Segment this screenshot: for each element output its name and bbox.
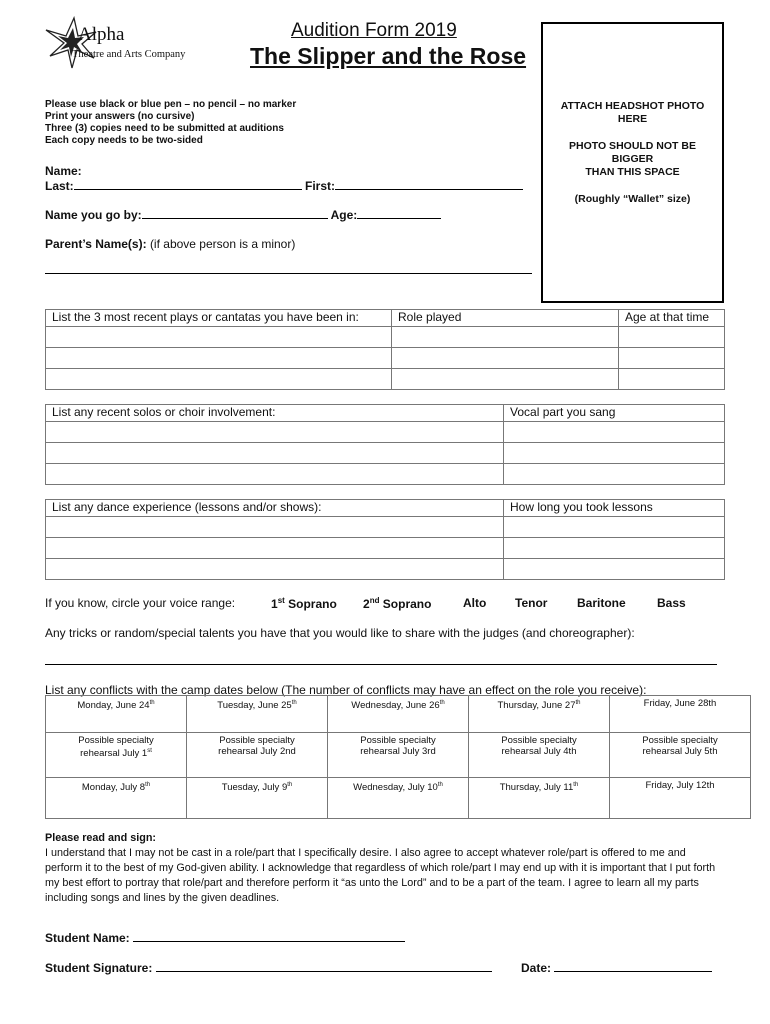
table-cell[interactable] <box>392 369 619 390</box>
table-header-row <box>46 405 725 422</box>
voice-option-sup: nd <box>369 596 380 605</box>
name-row <box>45 178 523 193</box>
alpha-logo-star-icon <box>44 16 244 70</box>
instruction-line: Please use black or blue pen – no pencil – no marker <box>45 99 297 110</box>
parent-row <box>45 237 295 251</box>
voice-option-baritone[interactable]: Baritone <box>577 596 626 610</box>
calendar-sup: st <box>147 748 152 754</box>
talents-prompt: Any tricks or random/special talents you have that you would like to share with the judges (and choreographer): <box>45 626 635 640</box>
calendar-cell[interactable] <box>328 696 469 733</box>
conflicts-prompt: List any conflicts with the camp dates below (The number of conflicts may have an effect on the role you receive): <box>45 683 647 697</box>
table-row <box>46 422 725 443</box>
calendar-day: Friday, July 12th <box>645 780 715 791</box>
parent-name-field[interactable] <box>45 273 532 274</box>
voice-option-alto[interactable]: Alto <box>463 596 487 610</box>
calendar-cell[interactable] <box>610 778 751 819</box>
agreement-heading: Please read and sign: <box>45 832 157 844</box>
table-cell[interactable] <box>504 464 725 485</box>
table-cell[interactable] <box>392 348 619 369</box>
table-cell[interactable] <box>46 443 504 464</box>
calendar-text: Possible specialty <box>642 735 718 746</box>
voice-option-1st-soprano[interactable] <box>271 596 337 611</box>
calendar-text: rehearsal July 5th <box>642 746 718 757</box>
calendar-cell[interactable] <box>46 778 187 819</box>
calendar-day: Wednesday, June 26 <box>351 700 440 712</box>
solos-table <box>45 404 725 485</box>
calendar-day: Tuesday, June 25 <box>217 700 292 712</box>
table-cell[interactable] <box>619 369 725 390</box>
logo-alpha-text <box>78 24 124 46</box>
calendar-text: Possible specialty <box>219 735 295 746</box>
voice-range-prompt: If you know, circle your voice range: <box>45 596 236 610</box>
table-cell[interactable] <box>46 348 392 369</box>
voice-option-bass[interactable]: Bass <box>657 596 686 610</box>
photo-text: THAN THIS SPACE <box>585 166 680 178</box>
table-row <box>46 559 725 580</box>
calendar-cell[interactable] <box>46 696 187 733</box>
first-name-field[interactable] <box>335 178 523 190</box>
calendar-sup: th <box>149 700 155 706</box>
calendar-row <box>46 778 751 819</box>
name-label: Name: <box>45 164 82 178</box>
photo-text: BIGGER <box>611 153 654 165</box>
calendar-cell[interactable] <box>187 696 328 733</box>
table-header-cell: Role played <box>392 310 619 327</box>
table-cell[interactable] <box>46 464 504 485</box>
conflicts-calendar <box>45 695 751 819</box>
calendar-text: rehearsal July 2nd <box>218 746 296 757</box>
table-row <box>46 327 725 348</box>
instruction-line: Print your answers (no cursive) <box>45 111 195 122</box>
table-cell[interactable] <box>504 538 725 559</box>
table-header-cell: List any dance experience (lessons and/or shows): <box>46 500 504 517</box>
table-header-cell: Age at that time <box>619 310 725 327</box>
table-row <box>46 369 725 390</box>
dance-table <box>45 499 725 580</box>
last-label: Last: <box>45 179 74 193</box>
table-row <box>46 443 725 464</box>
calendar-day: Tuesday, July 9 <box>221 782 288 794</box>
photo-text: HERE <box>617 113 648 125</box>
student-signature-row <box>45 960 492 975</box>
date-label: Date: <box>521 961 552 975</box>
logo-subtitle: Theatre and Arts Company <box>72 49 186 60</box>
show-title: The Slipper and the Rose <box>250 43 527 69</box>
calendar-sup: th <box>437 782 443 788</box>
calendar-text: Possible specialty <box>501 735 577 746</box>
table-cell[interactable] <box>46 559 504 580</box>
voice-option-2nd-soprano[interactable] <box>363 596 431 611</box>
student-name-row <box>45 930 405 945</box>
table-cell[interactable] <box>504 559 725 580</box>
table-cell[interactable] <box>504 517 725 538</box>
student-signature-field[interactable] <box>156 960 492 972</box>
calendar-text: Possible specialty <box>360 735 436 746</box>
name-go-by-field[interactable] <box>142 207 328 219</box>
table-header-cell: List any recent solos or choir involvement: <box>46 405 504 422</box>
last-name-field[interactable] <box>74 178 302 190</box>
calendar-cell[interactable] <box>187 733 328 778</box>
table-cell[interactable] <box>392 327 619 348</box>
table-row <box>46 464 725 485</box>
voice-option-sup: st <box>277 596 285 605</box>
calendar-sup: th <box>573 782 579 788</box>
calendar-cell[interactable] <box>46 733 187 778</box>
calendar-sup: th <box>575 700 581 706</box>
calendar-day: Monday, June 24 <box>77 700 150 712</box>
talents-field[interactable] <box>45 664 717 665</box>
student-name-label: Student Name: <box>45 931 130 945</box>
calendar-text: Possible specialty <box>78 735 154 746</box>
name-go-by-label: Name you go by: <box>45 208 142 222</box>
table-header-cell: Vocal part you sang <box>504 405 725 422</box>
table-cell[interactable] <box>46 538 504 559</box>
agreement <box>45 831 725 906</box>
photo-text: ATTACH HEADSHOT PHOTO <box>560 100 705 112</box>
student-signature-label: Student Signature: <box>45 961 153 975</box>
calendar-cell[interactable] <box>469 696 610 733</box>
table-cell[interactable] <box>46 369 392 390</box>
logo-wordmark: Alpha <box>78 24 125 45</box>
calendar-cell[interactable] <box>469 778 610 819</box>
table-header-cell: How long you took lessons <box>504 500 725 517</box>
voice-option-text: Soprano <box>284 597 337 611</box>
age-label: Age: <box>330 208 358 222</box>
calendar-row <box>46 733 751 778</box>
calendar-text: rehearsal July 1 <box>80 748 148 760</box>
date-field[interactable] <box>554 960 712 972</box>
calendar-day: Friday, June 28th <box>643 698 717 709</box>
voice-option-text: 1 <box>271 597 278 611</box>
calendar-day: Wednesday, July 10 <box>353 782 438 794</box>
photo-text: PHOTO SHOULD NOT BE <box>569 140 696 152</box>
table-header-row <box>46 500 725 517</box>
voice-option-text: Soprano <box>379 597 432 611</box>
voice-option-text: 2 <box>363 597 370 611</box>
student-name-field[interactable] <box>133 930 405 942</box>
parent-label: Parent’s Name(s): <box>45 237 147 251</box>
table-cell[interactable] <box>504 443 725 464</box>
table-cell[interactable] <box>46 517 504 538</box>
calendar-day: Thursday, June 27 <box>497 700 576 712</box>
first-label: First: <box>305 179 336 193</box>
calendar-cell[interactable] <box>187 778 328 819</box>
calendar-cell[interactable] <box>610 696 751 733</box>
calendar-text: rehearsal July 3rd <box>360 746 436 757</box>
calendar-day: Monday, July 8 <box>81 782 146 794</box>
instructions <box>45 99 296 147</box>
instruction-line: Three (3) copies need to be submitted at auditions <box>45 123 284 134</box>
calendar-sup: th <box>291 700 297 706</box>
table-cell[interactable] <box>504 422 725 443</box>
table-cell[interactable] <box>46 327 392 348</box>
calendar-cell[interactable] <box>328 733 469 778</box>
calendar-sup: th <box>439 700 445 706</box>
parent-note: (if above person is a minor) <box>149 237 296 251</box>
headshot-photo-box[interactable] <box>541 22 724 303</box>
table-header-row <box>46 310 725 327</box>
table-cell[interactable] <box>46 422 504 443</box>
table-header-cell: List the 3 most recent plays or cantatas you have been in: <box>46 310 392 327</box>
table-cell[interactable] <box>619 348 725 369</box>
table-cell[interactable] <box>619 327 725 348</box>
form-title: Audition Form 2019 <box>291 20 457 41</box>
voice-option-tenor[interactable]: Tenor <box>515 596 548 610</box>
calendar-cell[interactable] <box>610 733 751 778</box>
instruction-line: Each copy needs to be two-sided <box>45 135 203 146</box>
age-field[interactable] <box>357 207 441 219</box>
calendar-cell[interactable] <box>328 778 469 819</box>
date-row <box>521 960 712 975</box>
agreement-body: I understand that I may not be cast in a role/part that I specifically desire. I also agree to accept whatever role/part is offered to me and perform it to the best of my God-given ability. I acknowledge that regardless of which role/part I may end up with it is important that I put forth my best effort to portray that role/part and therefore perform it “as unto the Lord” and to be a part of the team. I agree to learn all my parts including songs and lines by the given deadlines. <box>45 847 716 904</box>
table-row <box>46 517 725 538</box>
calendar-sup: th <box>287 782 293 788</box>
calendar-sup: th <box>145 782 151 788</box>
table-row <box>46 538 725 559</box>
nickname-row <box>45 207 441 222</box>
plays-table <box>45 309 725 390</box>
calendar-cell[interactable] <box>469 733 610 778</box>
table-row <box>46 348 725 369</box>
calendar-day: Thursday, July 11 <box>499 782 574 794</box>
calendar-row <box>46 696 751 733</box>
photo-text: (Roughly “Wallet” size) <box>574 193 691 205</box>
calendar-text: rehearsal July 4th <box>501 746 577 757</box>
